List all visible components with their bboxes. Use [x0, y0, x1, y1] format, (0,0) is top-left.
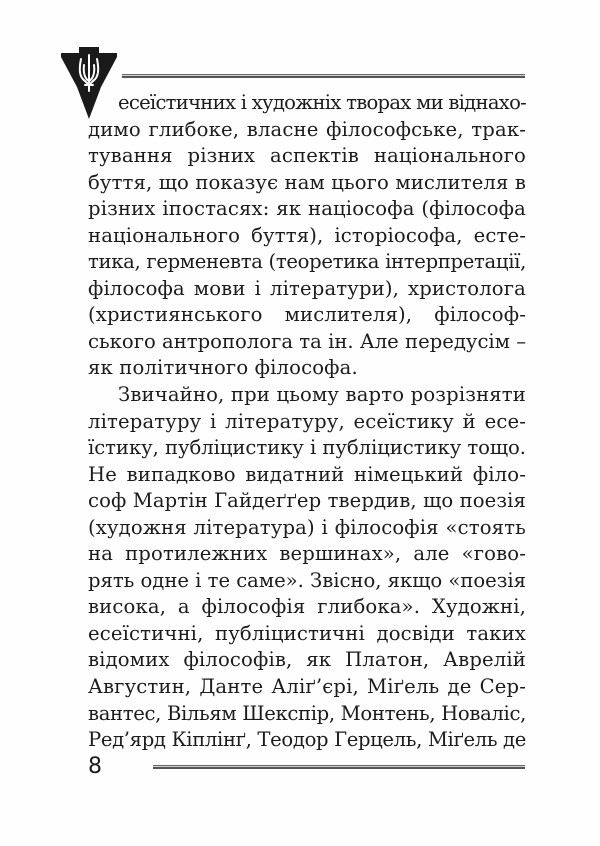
text-line: соф Мартін Гайдеґґер твердив, що поезія: [88, 489, 526, 513]
text-line: Августин, Данте Аліґ’єрі, Міґель де Сер-: [88, 675, 526, 699]
text-line: філософа мови і літератури), христолога: [88, 276, 526, 300]
footer-double-rule: [153, 765, 525, 769]
text-line: тика, герменевта (теоретика інтерпретації,: [88, 250, 526, 274]
text-line: як політичного філософа.: [88, 356, 358, 380]
text-line: (християнського мислителя), філософ-: [88, 303, 526, 327]
text-line: Не випадково видатний німецький філо-: [88, 462, 526, 486]
text-line: відомих філософів, як Платон, Аврелій: [88, 648, 526, 672]
text-line: висока, а філософія глибока». Художні,: [88, 595, 526, 619]
text-line: димо глибоке, власне філософське, трак-: [88, 117, 526, 141]
text-line: тування різних аспектів національного: [88, 144, 526, 168]
text-line: вантес, Вільям Шекспір, Монтень, Новаліс,: [88, 701, 526, 725]
header-double-rule: [122, 74, 525, 78]
text-line: буття, що показує нам цього мислителя в: [88, 170, 526, 194]
text-line: їстику, публіцистику і публіцистику тощо.: [88, 436, 526, 460]
text-line: літературу і літературу, есеїстику й есе-: [88, 409, 526, 433]
text-line: Звичайно, при цьому варто розрізняти: [118, 383, 526, 407]
text-line: на протилежних вершинах», але «гово-: [88, 542, 526, 566]
text-line: есеїстичних і художніх творах ми віднахо-: [118, 91, 526, 114]
text-line: (художня література) і філософія «стоять: [88, 515, 526, 539]
text-line: національного буття), історіософа, есте-: [88, 223, 526, 247]
text-line: рять одне і те саме». Звісно, якщо «поезія: [88, 568, 526, 592]
text-line: Ред’ярд Кіплінґ, Теодор Герцель, Міґель де: [88, 728, 526, 752]
body-text: [88, 90, 526, 754]
text-line: ського антрополога та ін. Але передусім –: [88, 329, 526, 353]
page-number: 8: [88, 754, 102, 779]
text-line: різних іпостасях: як націософа (філософа: [88, 197, 526, 221]
text-line: есеїстичні, публіцистичні досвіди таких: [88, 621, 526, 645]
